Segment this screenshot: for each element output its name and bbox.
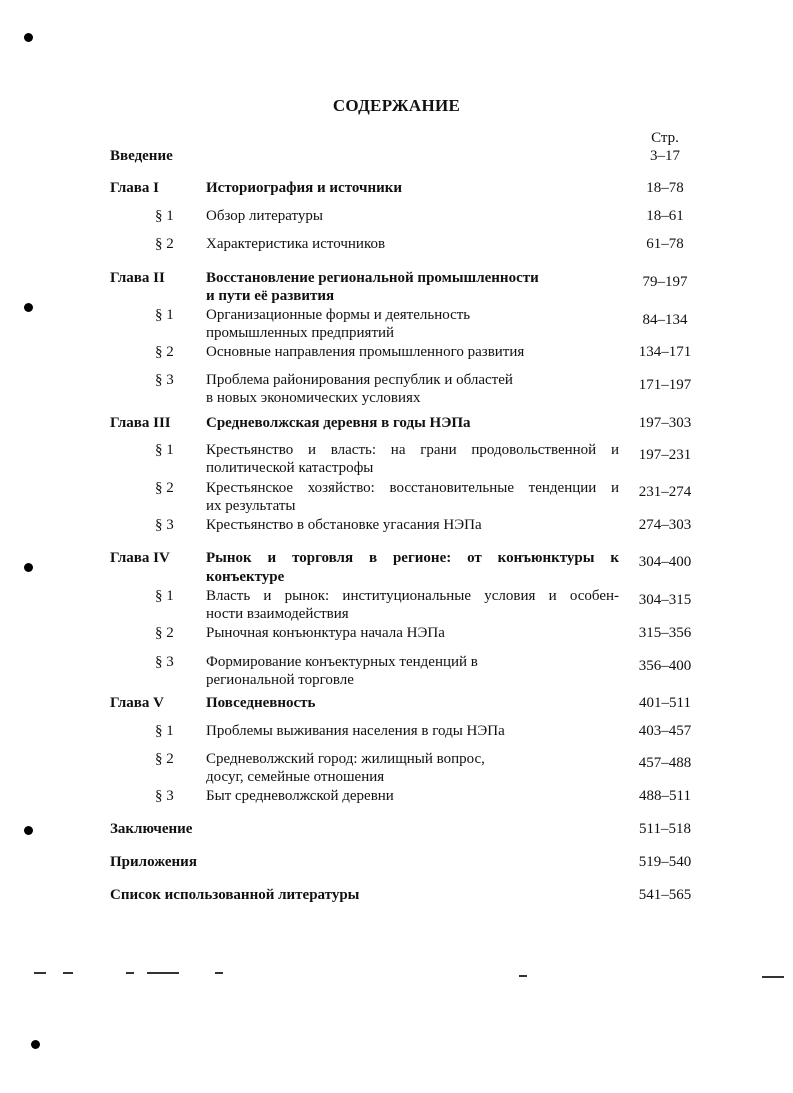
chapter-pages: 401–511: [639, 695, 691, 711]
chapter-label: Глава V: [110, 695, 164, 711]
chapter-label: Глава IV: [110, 550, 170, 566]
scan-artifact-line: [147, 972, 179, 974]
section-number: § 2: [155, 751, 174, 767]
section-pages: 356–400: [638, 658, 692, 674]
conclusion-label: Заключение: [110, 821, 193, 837]
section-title-line2: региональной торговле: [206, 672, 354, 688]
section-number: § 1: [155, 208, 174, 224]
section-title: Характеристика источников: [206, 236, 386, 252]
scan-artifact-line: [126, 972, 134, 974]
binder-hole-mark: [31, 1040, 40, 1049]
section-title-line2: их результаты: [206, 498, 296, 514]
section-pages: 171–197: [638, 377, 692, 393]
section-title: Крестьянство и власть: на грани продовольственной и: [206, 442, 619, 458]
section-title: Быт средневолжской деревни: [206, 788, 394, 804]
section-pages: 61–78: [646, 236, 684, 252]
scan-artifact-line: [762, 976, 784, 978]
binder-hole-mark: [24, 826, 33, 835]
section-number: § 2: [155, 480, 174, 496]
section-number: § 1: [155, 307, 174, 323]
appendices-label: Приложения: [110, 854, 197, 870]
binder-hole-mark: [24, 33, 33, 42]
section-number: § 1: [155, 442, 174, 458]
section-title: Крестьянство в обстановке угасания НЭПа: [206, 517, 482, 533]
section-number: § 3: [155, 788, 174, 804]
section-number: § 1: [155, 723, 174, 739]
conclusion-pages: 511–518: [639, 821, 691, 837]
section-title-line2: досуг, семейные отношения: [206, 769, 385, 785]
page-column-header: Стр.: [651, 130, 679, 146]
page-title: СОДЕРЖАНИЕ: [332, 96, 461, 115]
chapter-pages: 79–197: [642, 274, 688, 290]
section-title: Крестьянское хозяйство: восстановительные тенденции и: [206, 480, 619, 496]
scan-artifact-line: [215, 972, 223, 974]
section-pages: 457–488: [638, 755, 692, 771]
chapter-title: Восстановление региональной промышленности: [206, 270, 539, 286]
chapter-title: Рынок и торговля в регионе: от конъюнктуры к: [206, 550, 619, 566]
section-number: § 3: [155, 372, 174, 388]
section-number: § 3: [155, 517, 174, 533]
section-pages: 18–61: [646, 208, 684, 224]
section-title: Обзор литературы: [206, 208, 323, 224]
section-pages: 304–315: [638, 592, 692, 608]
section-title-line2: промышленных предприятий: [206, 325, 395, 341]
section-title: Основные направления промышленного развития: [206, 344, 525, 360]
chapter-pages: 18–78: [646, 180, 684, 196]
section-number: § 3: [155, 654, 174, 670]
binder-hole-mark: [24, 303, 33, 312]
chapter-pages: 304–400: [638, 554, 692, 570]
section-number: § 2: [155, 625, 174, 641]
section-number: § 2: [155, 344, 174, 360]
section-title: Организационные формы и деятельность: [206, 307, 471, 323]
section-number: § 2: [155, 236, 174, 252]
section-pages: 134–171: [638, 344, 692, 360]
section-title-line2: ности взаимодействия: [206, 606, 349, 622]
section-title: Формирование конъектурных тенденций в: [206, 654, 478, 670]
section-pages: 315–356: [638, 625, 692, 641]
appendices-pages: 519–540: [638, 854, 692, 870]
section-title-line2: политической катастрофы: [206, 460, 374, 476]
intro-label: Введение: [110, 148, 173, 164]
chapter-title: Повседневность: [206, 695, 316, 711]
section-pages: 197–231: [638, 447, 692, 463]
scan-artifact-line: [34, 972, 46, 974]
section-pages: 231–274: [638, 484, 692, 500]
bibliography-pages: 541–565: [638, 887, 692, 903]
chapter-title: Историография и источники: [206, 180, 403, 196]
section-pages: 84–134: [642, 312, 688, 328]
chapter-label: Глава I: [110, 180, 159, 196]
scan-artifact-line: [519, 975, 527, 977]
section-number: § 1: [155, 588, 174, 604]
section-title: Проблема районирования республик и областей: [206, 372, 513, 388]
intro-pages: 3–17: [650, 148, 680, 164]
chapter-title-line2: и пути её развития: [206, 288, 335, 304]
chapter-label: Глава III: [110, 415, 171, 431]
section-title-line2: в новых экономических условиях: [206, 390, 421, 406]
binder-hole-mark: [24, 563, 33, 572]
section-title: Средневолжский город: жилищный вопрос,: [206, 751, 485, 767]
chapter-label: Глава II: [110, 270, 165, 286]
section-pages: 403–457: [638, 723, 692, 739]
chapter-title: Средневолжская деревня в годы НЭПа: [206, 415, 471, 431]
section-pages: 488–511: [639, 788, 691, 804]
section-pages: 274–303: [638, 517, 692, 533]
section-title: Власть и рынок: институциональные условия и особен-: [206, 588, 619, 604]
section-title: Рыночная конъюнктура начала НЭПа: [206, 625, 445, 641]
chapter-pages: 197–303: [638, 415, 692, 431]
bibliography-label: Список использованной литературы: [110, 887, 360, 903]
chapter-title-line2: конъектуре: [206, 569, 285, 585]
scan-artifact-line: [63, 972, 73, 974]
section-title: Проблемы выживания населения в годы НЭПа: [206, 723, 505, 739]
